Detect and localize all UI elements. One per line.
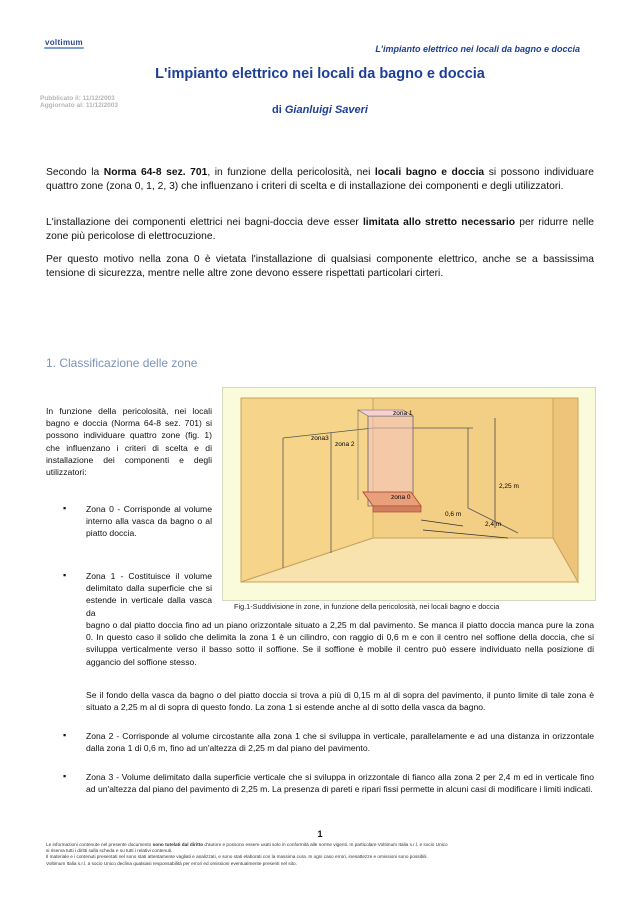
zones-diagram	[223, 388, 595, 600]
dim-24-label: 2,4 m	[485, 521, 502, 528]
text-run: d'autore e possono essere usati solo in conformità alle norme vigenti. In particolare Voltimum Italia s.r.l. e socio Unico	[203, 842, 448, 847]
intro-paragraph-3: Per questo motivo nella zona 0 è vietata l'installazione di qualsiasi componente elettrico, anche se a bassissima tensione di sicurezza, mentre nelle altre zone devono essere rispettati particolari cirteri.	[46, 254, 594, 279]
height-label: 2,25 m	[499, 483, 519, 490]
dim-06-label: 0,6 m	[445, 511, 462, 518]
author-name: Gianluigi Saveri	[284, 104, 368, 116]
updated-date: Aggiornato al: 11/12/2003	[40, 102, 119, 109]
zona1-item-cont: bagno o dal piatto doccia fino ad un piano orizzontale situato a 2,25 m dal pavimento. Se manca il piatto doccia manca pure la zona 0. In questo caso il solido che delimita la zona 1 è un cilindro, con raggio di 0,6 m e con il centro nel soffione della doccia, che si sviluppa verticalmente verso il basso sotto il soffione. Se il soffione è mobile il centro può essere individuato nella posizione di aggancio del soffione stesso.	[86, 620, 594, 667]
bullet-icon: ▪	[63, 771, 67, 781]
zona0-label: zona 0	[391, 494, 411, 501]
bullet-icon: ▪	[63, 503, 67, 513]
text-run: Le informazioni contenute nel presente documento	[46, 842, 153, 847]
emphasis: sono tutelati dal diritto	[152, 842, 204, 847]
page-title: L'impianto elettrico nei locali da bagno e doccia	[155, 66, 485, 82]
figure-caption: Fig.1-Suddivisione in zone, in funzione della pericolosità, nei locali bagno e doccia	[234, 602, 500, 611]
zona0-item: Zona 0 - Corrisponde al volume interno alla vasca da bagno o al piatto doccia.	[86, 504, 212, 539]
footer-line-2: si riserva tutti i diritti sulla scheda e su tutti i relativi contenuti.	[46, 848, 173, 854]
byline	[0, 104, 640, 116]
running-header: L'impianto elettrico nei locali da bagno e doccia	[375, 44, 580, 54]
zona1-item-start: Zona 1 - Costituisce il volume delimitato dalla superficie che si estende in verticale dalla vasca da	[86, 571, 212, 618]
intro-paragraph-2	[46, 216, 594, 243]
norma-reference: Norma 64-8 sez. 701	[103, 167, 208, 178]
page-number: 1	[317, 829, 323, 839]
logo-swoosh	[44, 47, 84, 49]
zona0-tray-side	[373, 506, 421, 512]
section-lead: In funzione della pericolosità, nei locali bagno e doccia (Norma 64-8 sez. 701) si possono individuare quattro zone (fig. 1) che influenzano i criteri di scelta e di installazione dei componenti e degli utilizzatori:	[46, 406, 212, 478]
published-date: Pubblicato il: 11/12/2003	[40, 95, 115, 102]
zona3-label: zona3	[311, 435, 329, 442]
voltimum-logo: voltimum	[45, 38, 83, 47]
text-run: Secondo la	[46, 167, 104, 178]
footer-line-4: Voltimum Italia s.r.l. a socio Unico declina qualsiasi responsabilità per errori ed omissioni eventualmente presenti nel sito.	[46, 860, 297, 866]
footer-disclaimer	[46, 842, 594, 867]
byline-prefix: di	[272, 104, 285, 116]
zona1-extra: Se il fondo della vasca da bagno o del piatto doccia si trova a più di 0,15 m al di sopra del pavimento, il punto limite di tale zona è situato a 2,25 m al di sopra di questo fondo. La zona 1 si estende anche al di sotto della vasca da bagno.	[86, 690, 594, 713]
section-heading: 1. Classificazione delle zone	[46, 356, 198, 370]
intro-paragraph-1	[46, 166, 594, 193]
zona2-item: Zona 2 - Corrisponde al volume circostante alla zona 1 che si sviluppa in verticale, parallelamente e ad una distanza in orizzontale dalla zona 1 di 0,6 m, fino ad un'altezza di 2,25 m dal piano del pavimento.	[86, 731, 594, 754]
text-run: si possono individuare quattro zone (zona 0, 1, 2, 3) che influenzano i criteri di scelta e di installazione dei componenti e degli utilizzatori.	[46, 167, 594, 192]
bullet-icon: ▪	[63, 730, 67, 740]
text-run: per ridurre nelle zone più pericolose di elettrocuzione.	[46, 217, 594, 242]
text-run: , in funzione della pericolosità, nei	[207, 167, 375, 178]
footer-line-3: Il materiale e i contenuti presentati nel sono stati attentamente vagliati e analizzati, e sono stati elaborati con la massima cura. In ogni caso errori, inesattezze e omissioni sono possibili.	[46, 854, 428, 860]
zona3-item: Zona 3 - Volume delimitato dalla superficie verticale che si sviluppa in orizzontale di fianco alla zona 2 per 2,4 m ed in verticale fino ad un'altezza dal piano del pavimento di 2,25 m. La presenza di pareti e ripari fissi permette in alcuni casi di modificare i limiti indicati.	[86, 772, 594, 795]
zones-figure	[222, 387, 596, 601]
zona1-label: zona 1	[393, 410, 413, 417]
text-run: L'installazione dei componenti elettrici nei bagni-doccia deve esser	[46, 217, 363, 228]
zona2-label: zona 2	[335, 441, 355, 448]
emphasis: locali bagno e doccia	[374, 167, 485, 178]
bullet-icon: ▪	[63, 570, 67, 580]
emphasis: limitata allo stretto necessario	[362, 217, 516, 228]
